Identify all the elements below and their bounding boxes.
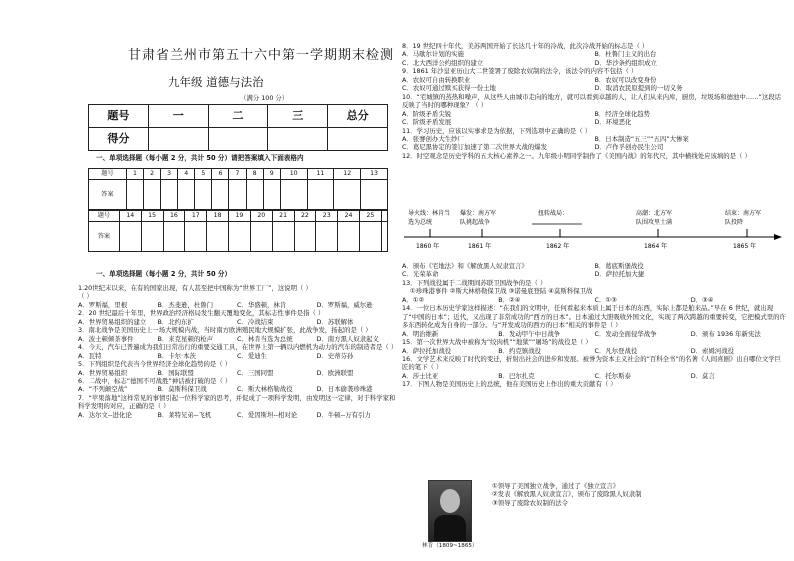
option[interactable]: C．阶级矛盾发展 xyxy=(402,118,452,127)
option[interactable]: C．①③ xyxy=(594,295,617,304)
q14-stem: 14．一位日本历史学家这样描述：“在我们的文明中，任何看起来本质上属于日本的东西，实际上都是舶来品。”早在 6 世纪，就出现了“中国的日本”；近代，又出现了非常成功的“西方的日本”。日本通过大胆吸收外国文化，实现了两次跨越的重要转变，它把模式里的许多东西转化成为自身的一部分。与“开发成功的西方的日本”相关的事件是（ ） xyxy=(402,304,786,330)
question-number: 24 xyxy=(338,211,360,222)
question-stem: 3．南北战争是美国历史上一场大规模内战，当时南方欧洲殖民地大规模扩张，此战争发，扬起的是（ ） xyxy=(78,326,372,335)
question-stem: 8．19 世纪四十年代，美苏两国开始了长达几十年的冷战，此次冷战开始的标志是（ ） xyxy=(402,42,649,50)
option[interactable]: C．发动全面侵华战争 xyxy=(594,329,657,338)
answer-cell[interactable] xyxy=(212,180,229,210)
question-number: 14 xyxy=(119,211,141,222)
option[interactable]: B．农奴可以改变身份 xyxy=(594,75,657,84)
timeline-event: 扭转战局： xyxy=(538,210,569,217)
option[interactable]: B．约克镇战役 xyxy=(498,346,541,355)
answer-cell[interactable] xyxy=(381,222,387,252)
option[interactable]: D．卢作孚创办民生公司 xyxy=(594,143,664,152)
timeline-event: 结束：南方军 xyxy=(725,210,762,217)
option[interactable]: A．颁布《宅地法》和《解放黑人奴隶宣言》 xyxy=(402,262,528,270)
option[interactable]: A．明治维新 xyxy=(402,329,439,338)
option[interactable]: A．阶级矛盾尖锐 xyxy=(402,109,452,118)
question-number: 25 xyxy=(359,211,381,222)
timeline-event: 选为总统 xyxy=(408,219,433,226)
answer-cell[interactable] xyxy=(338,222,360,252)
q17-item: ②发表《解放黑人奴隶宣言》，颁布了废除黑人奴隶制 xyxy=(492,490,642,499)
question-4 xyxy=(78,343,396,360)
option[interactable]: B．莫斯科保卫战 xyxy=(157,385,207,394)
question-stem: 2．20 世纪最后十年里，世界政治经济格局发生翻天覆地变化，其标志性事件是指（ ） xyxy=(78,309,325,318)
option[interactable]: D．牛顿--万有引力 xyxy=(316,410,371,419)
q13-options xyxy=(402,296,787,304)
option[interactable]: B．国际联盟 xyxy=(157,368,194,377)
answer-cell[interactable] xyxy=(143,180,160,210)
question-options xyxy=(402,76,787,93)
score-cell: 一 xyxy=(148,105,208,128)
score-cell: 得分 xyxy=(89,128,149,151)
option[interactable]: A．达尔文--进化论 xyxy=(78,410,132,419)
option[interactable]: D．索姆河战役 xyxy=(690,346,735,355)
timeline-event: 导火线：林肯当 xyxy=(408,210,451,217)
question-number: 15 xyxy=(141,211,163,222)
option[interactable]: B．北约东扩 xyxy=(157,317,194,326)
answer-cell[interactable] xyxy=(316,222,338,252)
question-number: 11 xyxy=(307,169,334,180)
question-cont: （ ） xyxy=(78,292,93,301)
timeline-chart xyxy=(402,207,787,259)
question-stem: 10．“宅城镇的蒸热和噪声，从这些人由城市走向的地方，就可以看到卓越的人，让人们从来内库，厨房，垃圾场和德池中……”这段话反映了当时的哪种现象？（ ） xyxy=(402,92,782,110)
option[interactable]: B．巴尔扎克 xyxy=(498,371,535,380)
option[interactable]: A．“不列颠空战” xyxy=(78,385,128,394)
answer-cell[interactable] xyxy=(207,222,229,252)
option[interactable]: B．葛底斯堡战役 xyxy=(594,262,644,270)
option[interactable]: B．杜鲁门主义的出台 xyxy=(594,50,657,59)
option[interactable]: C．北大西洋公约组织的建立 xyxy=(402,58,484,67)
question-number: 4 xyxy=(178,169,195,180)
option[interactable]: D．欧洲联盟 xyxy=(316,368,354,377)
question-options xyxy=(402,135,787,152)
question-number: 7 xyxy=(229,169,246,180)
option[interactable]: C．农奴可通过赎买获得一份土地 xyxy=(402,84,496,93)
option[interactable]: C．林肯当选为总统 xyxy=(237,334,293,343)
q15-stem: 15．第一次世界大战中被称为“绞肉机”“地狱”“屠场”的战役是（ ） xyxy=(402,338,592,347)
timeline-event: 爆发：南方军 xyxy=(460,210,497,217)
score-cell[interactable] xyxy=(328,128,388,151)
question-number: 5 xyxy=(195,169,212,180)
question-number: 22 xyxy=(294,211,316,222)
answer-cell[interactable] xyxy=(280,180,307,210)
option[interactable]: C．托尔斯泰 xyxy=(594,371,631,380)
question-number: 13 xyxy=(361,169,388,180)
row-label: 题号 xyxy=(89,169,127,180)
option[interactable]: D．南方黑人奴隶起义 xyxy=(316,334,379,343)
answer-cell[interactable] xyxy=(163,222,185,252)
option[interactable]: A．波士顿倾茶事件 xyxy=(78,334,134,343)
question-number: 23 xyxy=(316,211,338,222)
question-stem: 7．“苹果落地”这样常见的事情引起一位科学家的思考，并促成了一项科学发明，由发明这一定律，对于科学家和科学发明的对应，正确的是（ ） xyxy=(78,393,396,411)
exam-subtitle: 九年级 道德与法治 xyxy=(168,75,264,89)
question-options xyxy=(78,385,396,393)
option[interactable]: B．卡尔·本茨 xyxy=(157,351,196,360)
lincoln-portrait xyxy=(428,480,472,542)
option[interactable]: C．三国同盟 xyxy=(237,368,274,377)
option[interactable]: B．日本制造“五三”“五四”大惨案 xyxy=(594,134,689,143)
timeline-year: 1865 年 xyxy=(733,243,757,250)
option[interactable]: A．农奴可自由转换职业 xyxy=(402,75,471,84)
answer-cell[interactable] xyxy=(334,180,361,210)
answer-cell[interactable] xyxy=(359,222,381,252)
option[interactable]: B．②④ xyxy=(498,295,521,304)
option[interactable]: C．光荣革命 xyxy=(402,270,439,279)
q17-item: ①领导了美国独立战争，通过了《独立宣言》 xyxy=(492,482,620,490)
q12-options xyxy=(402,262,787,279)
question-number: 8 xyxy=(246,169,263,180)
answer-cell[interactable] xyxy=(126,180,143,210)
option[interactable]: C．凡尔登战役 xyxy=(594,346,638,355)
answer-cell[interactable] xyxy=(178,180,195,210)
option[interactable]: A．罗斯福，里根 xyxy=(78,300,128,309)
question-options xyxy=(78,369,396,377)
score-cell: 总分 xyxy=(328,105,388,128)
question-stem: 5．下列组织是代表当今世界经济全球化趋势的是（ ） xyxy=(78,360,232,369)
option[interactable]: D．萨拉托加大捷 xyxy=(594,270,645,279)
option[interactable]: A．瓦特 xyxy=(78,351,102,360)
option[interactable]: A．世界贸易组织 xyxy=(78,368,128,377)
option[interactable]: C．爱迪生 xyxy=(237,351,268,360)
question-number: 10 xyxy=(280,169,307,180)
timeline-year: 1861 年 xyxy=(468,243,492,250)
option[interactable]: B．莱特兄弟--飞机 xyxy=(157,410,212,419)
option[interactable]: D．华沙条约组织成立 xyxy=(594,58,657,67)
question-options xyxy=(78,318,396,326)
score-cell: 二 xyxy=(208,105,268,128)
option[interactable]: A．莎士比亚 xyxy=(402,371,439,380)
option[interactable]: B．杰斐逊，杜鲁门 xyxy=(157,300,214,309)
question-9 xyxy=(402,67,787,92)
timeline-year: 1860 年 xyxy=(416,243,440,250)
answer-label: 答案 xyxy=(89,180,127,210)
option[interactable]: C．葛尼黑协定的签订加速了第二次世界大战的爆发 xyxy=(402,143,548,152)
answer-cell[interactable] xyxy=(307,180,334,210)
question-stem: 4．今天，汽车已普遍成为我们日常出行的重要交通工具，在世界上第一辆以内燃机为动力的汽车的制造者是（ ） xyxy=(78,343,398,352)
question-options xyxy=(78,335,396,343)
timeline-arrow xyxy=(774,234,782,240)
score-table xyxy=(88,104,388,151)
answer-cell[interactable] xyxy=(141,222,163,252)
score-cell: 题号 xyxy=(89,105,149,128)
option[interactable]: B．发动甲午中日战争 xyxy=(498,329,561,338)
option[interactable]: D．苏联解体 xyxy=(316,317,354,326)
option[interactable]: D．罗斯福，威尔逊 xyxy=(316,300,373,309)
option[interactable]: B．经济全球化趋势 xyxy=(594,109,651,118)
question-options xyxy=(402,110,787,127)
q17-item: ③领导了废除农奴制的法令 xyxy=(492,498,569,507)
question-number: 19 xyxy=(229,211,251,222)
option[interactable]: A．张謇创办大生纱厂 xyxy=(402,134,464,143)
answer-cell[interactable] xyxy=(246,180,263,210)
question-stem: 1.20世纪末以来，在有的国家出现，有人甚至把中国称为“世界工厂”，这说明（ ） xyxy=(78,284,312,292)
row-label: 题号 xyxy=(89,211,120,222)
question-number: 12 xyxy=(334,169,361,180)
question-10 xyxy=(402,93,787,127)
question-number: 18 xyxy=(207,211,229,222)
question-6 xyxy=(78,377,396,394)
question-stem: 12．时空观念是历史学科的五大核心素养之一。九年级小明同学制作了《美国内战》的年代尺，其中横线处应该填的是（ ） xyxy=(402,151,751,160)
answer-cell[interactable] xyxy=(263,180,280,210)
question-number: 3 xyxy=(161,169,178,180)
option[interactable]: A．①② xyxy=(402,295,425,304)
right-column xyxy=(402,0,787,561)
question-number: 2 xyxy=(143,169,160,180)
question-number: 21 xyxy=(272,211,294,222)
answer-cell[interactable] xyxy=(361,180,388,210)
question-stem: 11．学习历史，应该以实事求是为依据，下列选项中正确的是（ ） xyxy=(402,126,592,135)
score-cell[interactable] xyxy=(148,128,208,151)
exam-title: 甘肃省兰州市第五十六中第一学期期末检测 xyxy=(128,48,395,63)
question-options xyxy=(78,411,396,419)
answer-cell[interactable] xyxy=(272,222,294,252)
score-cell[interactable] xyxy=(268,128,328,151)
question-5 xyxy=(78,360,396,377)
answer-cell[interactable] xyxy=(294,222,316,252)
option[interactable]: D．日本偷袭珍珠港 xyxy=(316,385,373,394)
timeline-year: 1864 年 xyxy=(644,243,668,250)
option[interactable]: C．斯大林格勒战役 xyxy=(237,385,293,394)
answer-section-heading: 一、单项选择题（每小题 2 分，共计 50 分）请把答案填入下面表格内 xyxy=(96,154,304,162)
timeline-event: 高潮：北方军 xyxy=(636,210,673,217)
q17-stem: 17．下图人物是美国历史上的总统，他在美国历史上作出的重大贡献有（ ） xyxy=(402,380,617,389)
section1-heading: 一、单项选择题（每小题 2 分，共计 50 分） xyxy=(96,270,232,278)
answer-cell[interactable] xyxy=(250,222,272,252)
answer-table-1 xyxy=(88,168,388,210)
option[interactable]: A．萨拉托加战役 xyxy=(402,346,452,355)
option[interactable]: D．取消农民原提到的一切义务 xyxy=(594,84,683,93)
question-number: 6 xyxy=(212,169,229,180)
full-score-note: （满分 100 分） xyxy=(240,94,289,102)
question-options xyxy=(78,352,396,360)
option[interactable]: A．世界贸易组织的建立 xyxy=(78,317,147,326)
option[interactable]: A．马歇尔计划的实施 xyxy=(402,50,464,59)
option[interactable]: D．史蒂芬孙 xyxy=(316,351,354,360)
option[interactable]: C．爱因斯坦--相对论 xyxy=(237,410,298,419)
q15-options xyxy=(402,347,787,355)
question-3 xyxy=(78,326,396,343)
q13-stem: 13．下列战役属于二战期间苏联卫国战争的是（ ） xyxy=(402,278,547,287)
q13-items: ①珍珠港事件 ②斯大林格勒保卫战 ③诺曼底登陆 ④莫斯科保卫战 xyxy=(410,287,593,296)
question-number: 17 xyxy=(185,211,207,222)
lincoln-caption: 林肯（1809~1865） xyxy=(422,543,478,549)
question-7 xyxy=(78,394,396,419)
option[interactable]: B．来克星顿的枪声 xyxy=(157,334,214,343)
option[interactable]: C．华盛顿，林肯 xyxy=(237,300,287,309)
option[interactable]: D．环境恶化 xyxy=(594,118,632,127)
question-number xyxy=(381,211,387,222)
left-column xyxy=(78,0,396,561)
question-stem: 9．1861 年沙皇亚历山大二世签署了废除农奴制的法令，该法令的内容不包括（ ） xyxy=(402,67,638,76)
question-stem: 6．二战中，标志“德国不可战胜”神话被打破的是（ ） xyxy=(78,376,232,385)
answer-cell[interactable] xyxy=(229,180,246,210)
question-number: 9 xyxy=(263,169,280,180)
answer-cell[interactable] xyxy=(229,222,251,252)
score-cell[interactable] xyxy=(208,128,268,151)
answer-label: 答案 xyxy=(89,222,120,252)
timeline-event: 队围攻里士满 xyxy=(636,219,673,226)
question-11 xyxy=(402,127,787,152)
option[interactable]: D．③④ xyxy=(690,295,714,304)
answer-cell[interactable] xyxy=(161,180,178,210)
question-1 xyxy=(78,284,396,309)
option[interactable]: D．颁布 1936 年新宪法 xyxy=(690,329,761,338)
answer-table-2 xyxy=(88,210,388,252)
option[interactable]: D．莫言 xyxy=(690,371,715,380)
question-number: 16 xyxy=(163,211,185,222)
timeline-event: 队投降 xyxy=(725,219,744,226)
score-cell: 三 xyxy=(268,105,328,128)
question-number: 1 xyxy=(126,169,143,180)
q16-stem: 16．文学艺术来反映了时代的变迁，折射出社会的进步和发展。被誉为资本主义社会的“百科全书”的名著《人间喜剧》出自哪位文学巨匠的笔下（ ） xyxy=(402,354,782,372)
answer-cell[interactable] xyxy=(119,222,141,252)
timeline-event: 队挑起战争 xyxy=(460,219,491,226)
question-8 xyxy=(402,42,787,67)
answer-cell[interactable] xyxy=(185,222,207,252)
question-12 xyxy=(402,152,787,160)
question-2 xyxy=(78,309,396,326)
answer-cell[interactable] xyxy=(195,180,212,210)
question-options xyxy=(402,50,787,67)
question-number: 20 xyxy=(250,211,272,222)
q14-options xyxy=(402,330,787,338)
timeline-year: 1862 年 xyxy=(546,243,570,250)
option[interactable]: C．冷战结束 xyxy=(237,317,274,326)
